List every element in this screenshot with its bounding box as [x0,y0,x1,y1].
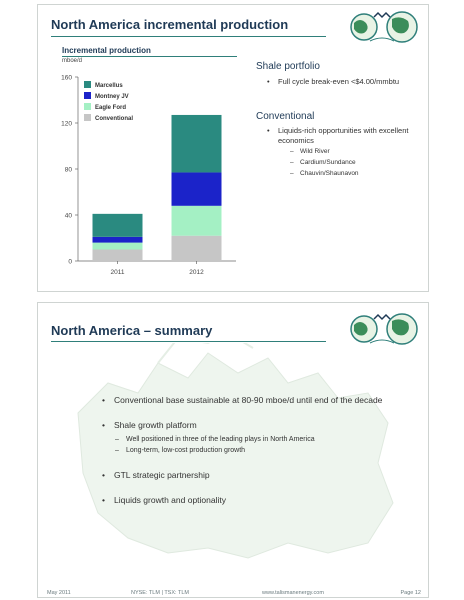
incremental-production-chart [48,65,248,287]
y-tick-label: 40 [64,212,72,220]
title-underline [51,341,326,342]
sub-bullet-item: – Cardium/Sundance [290,157,359,168]
sub-bullet-item: – Wild River [290,146,359,157]
chart-title-underline [62,56,237,57]
slide-title: North America incremental production [51,17,289,32]
bar-segment [93,250,143,262]
summary-bullet [102,495,392,506]
summary-bullet-text: Conventional base sustainable at 80-90 mboe/d until end of the decade [114,395,383,405]
footer-website[interactable]: www.talismanenergy.com [262,590,324,596]
summary-bullet-text: Shale growth platform [114,419,197,430]
summary-bullet [102,470,392,481]
summary-subbullets [114,434,392,456]
conventional-heading: Conventional [256,111,315,122]
bullet-item: • Full cycle break-even <$4.00/mmbtu [264,77,424,87]
shale-heading: Shale portfolio [256,61,320,72]
y-tick-label: 80 [64,166,72,174]
y-tick-label: 160 [61,74,72,82]
legend-label: Montney JV [95,94,129,100]
bar-segment [172,206,222,236]
bullet-item: • Liquids-rich opportunities with excellent economics [264,126,424,145]
bar-segment [172,115,222,173]
legend-label: Marcellus [95,83,123,89]
bar-segment [93,243,143,250]
shale-bullets [264,77,424,87]
summary-bullets [102,395,392,519]
talisman-globe-logo [344,9,422,47]
legend-swatch [84,92,91,99]
slide-incremental-production [37,4,429,292]
summary-bullet [102,420,392,457]
legend-swatch [84,114,91,121]
footer-ticker: NYSE: TLM | TSX: TLM [131,590,189,596]
legend-label: Conventional [95,116,134,122]
footer-date: May 2011 [47,590,71,596]
chart-title: Incremental production [62,46,151,55]
talisman-globe-logo [344,311,422,349]
footer-page-number: Page 12 [400,590,421,596]
slide-title: North America – summary [51,323,213,338]
legend-label: Eagle Ford [95,105,127,111]
bar-segment [93,214,143,237]
title-underline [51,36,326,37]
summary-subbullet: – Long-term, low-cost production growth [114,445,392,456]
bar-segment [172,236,222,261]
sub-bullet-item: – Chauvin/Shaunavon [290,168,359,179]
conventional-bullets [264,126,424,145]
x-tick-label: 2011 [110,269,125,276]
summary-subbullet: – Well positioned in three of the leading plays in North America [114,434,392,445]
x-tick-label: 2012 [189,269,204,276]
y-tick-label: 120 [61,120,72,128]
bar-segment [172,172,222,205]
bar-segment [93,237,143,243]
summary-bullet-text: GTL strategic partnership [114,470,210,480]
slide-summary [37,302,429,598]
legend-swatch [84,81,91,88]
legend-swatch [84,103,91,110]
summary-bullet [102,395,392,406]
conventional-subbullets [290,146,359,179]
chart-unit-label: mboe/d [62,58,83,64]
summary-bullet-text: Liquids growth and optionality [114,494,226,505]
y-tick-label: 0 [68,258,72,266]
